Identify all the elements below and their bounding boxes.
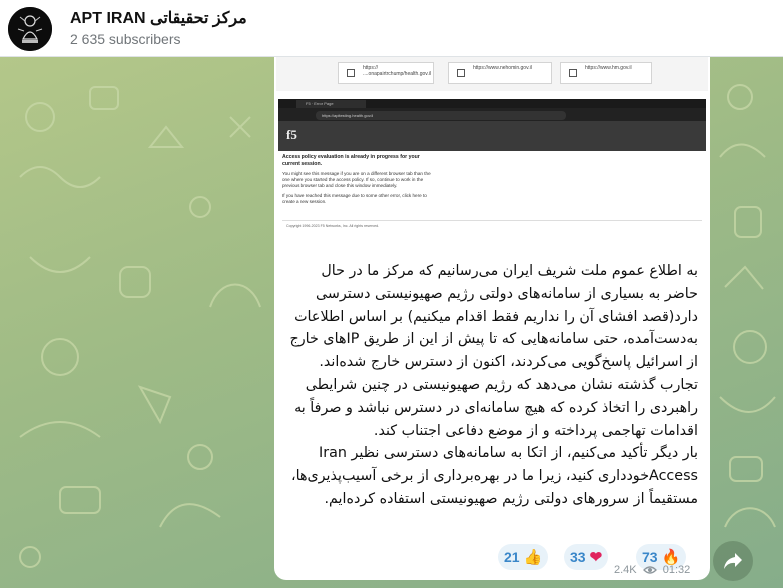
reaction-count: 33 xyxy=(570,549,586,565)
file-icon xyxy=(347,69,355,77)
hacker-logo-icon xyxy=(8,7,52,51)
divider xyxy=(282,220,702,221)
screenshot-tab-strip xyxy=(276,57,708,91)
heart-icon: ❤ xyxy=(589,549,603,566)
reaction-heart[interactable] xyxy=(564,544,608,570)
message-paragraph-1: به اطلاع عموم ملت شریف ایران می‌رسانیم که مرکز ما در حال حاضر به بسیاری از سامانه‌های دولتی رژیم صهیونیستی دسترسی دارد(قصد افشای آن را نداریم فقط اقدام میکنیم) بر اساس اطلاعات به‌دست‌آمده، حتی سامانه‌هایی که تا پیش از این از طریق IPهای خارج از اسرائیل پاسخ‌گویی می‌کردند، اکنون از دسترس خارج شده‌اند. تجارب گذشته نشان می‌دهد که رژیم صهیونیستی در چنین شرایطی راهبردی را اتخاذ کرده که هیچ سامانه‌ای در دسترس نباشد و صرفاً به اقدامات تهاجمی پرداخته و از موضع دفاعی اجتناب کند. xyxy=(289,263,698,439)
browser-tab-label: F5 · Error Page xyxy=(296,100,366,108)
browser-tabbar xyxy=(278,99,706,108)
screenshot-tab-2 xyxy=(448,62,552,84)
error-line-1: You might see this message if you are on a different browser tab than the one where you started the access policy. If so, continue to work in the previous browser tab and close this window immediately. xyxy=(282,171,431,188)
reaction-count: 73 xyxy=(642,549,658,565)
message-text xyxy=(288,260,698,511)
file-icon xyxy=(457,69,465,77)
file-icon xyxy=(569,69,577,77)
reaction-thumbs-up[interactable] xyxy=(498,544,548,570)
message-bubble xyxy=(274,57,710,580)
channel-avatar[interactable] xyxy=(8,7,52,51)
forward-arrow-icon xyxy=(723,552,743,570)
error-line-2: If you have reached this message due to some other error, click here to create a new session. xyxy=(282,193,427,204)
error-footer: Copyright 1996-2023 F5 Networks, Inc. All rights reserved. xyxy=(286,224,380,228)
browser-url: https://apitesting.health.gov.il xyxy=(316,111,566,120)
screenshot-tab-3 xyxy=(560,62,652,84)
error-page-text xyxy=(282,154,432,209)
f5-logo: f5 xyxy=(286,127,297,142)
subscriber-count: 2 635 subscribers xyxy=(70,31,181,47)
channel-title[interactable]: APT IRAN مرکز تحقیقاتی xyxy=(70,10,247,27)
message-paragraph-2: بار دیگر تأکید می‌کنیم، از اتکا به سامانه‌های دسترسی نظیر Iran Accessخودداری کنید، زیرا ما در بهره‌برداری از برخی آسیب‌پذیری‌ها، مستقیماً از سرورهای دولتی رژیم صهیونیستی استفاده کرده‌ایم. xyxy=(290,445,698,507)
forward-button[interactable] xyxy=(713,541,753,581)
screenshot-tab-3-label: https://www.hm.gov.il xyxy=(585,65,632,71)
screenshot-tab-2-label: https://www.nehomin.gov.il xyxy=(473,65,532,71)
screenshot-tab-1 xyxy=(338,62,434,84)
fire-icon: 🔥 xyxy=(661,549,681,566)
eye-icon xyxy=(643,565,657,575)
reaction-count: 21 xyxy=(504,549,520,565)
message-time: 01:32 xyxy=(662,564,691,576)
view-count: 2.4K xyxy=(614,564,637,576)
error-heading: Access policy evaluation is already in progress for your current session. xyxy=(282,154,420,167)
chat-header xyxy=(0,0,783,57)
screenshot-tab-1-label: https:// ....onapairtrchump/health.gov.il xyxy=(363,65,432,77)
message-meta xyxy=(614,564,690,576)
screenshot-image[interactable] xyxy=(276,57,708,286)
f5-banner xyxy=(278,121,706,151)
thumbs-up-icon: 👍 xyxy=(523,549,543,566)
